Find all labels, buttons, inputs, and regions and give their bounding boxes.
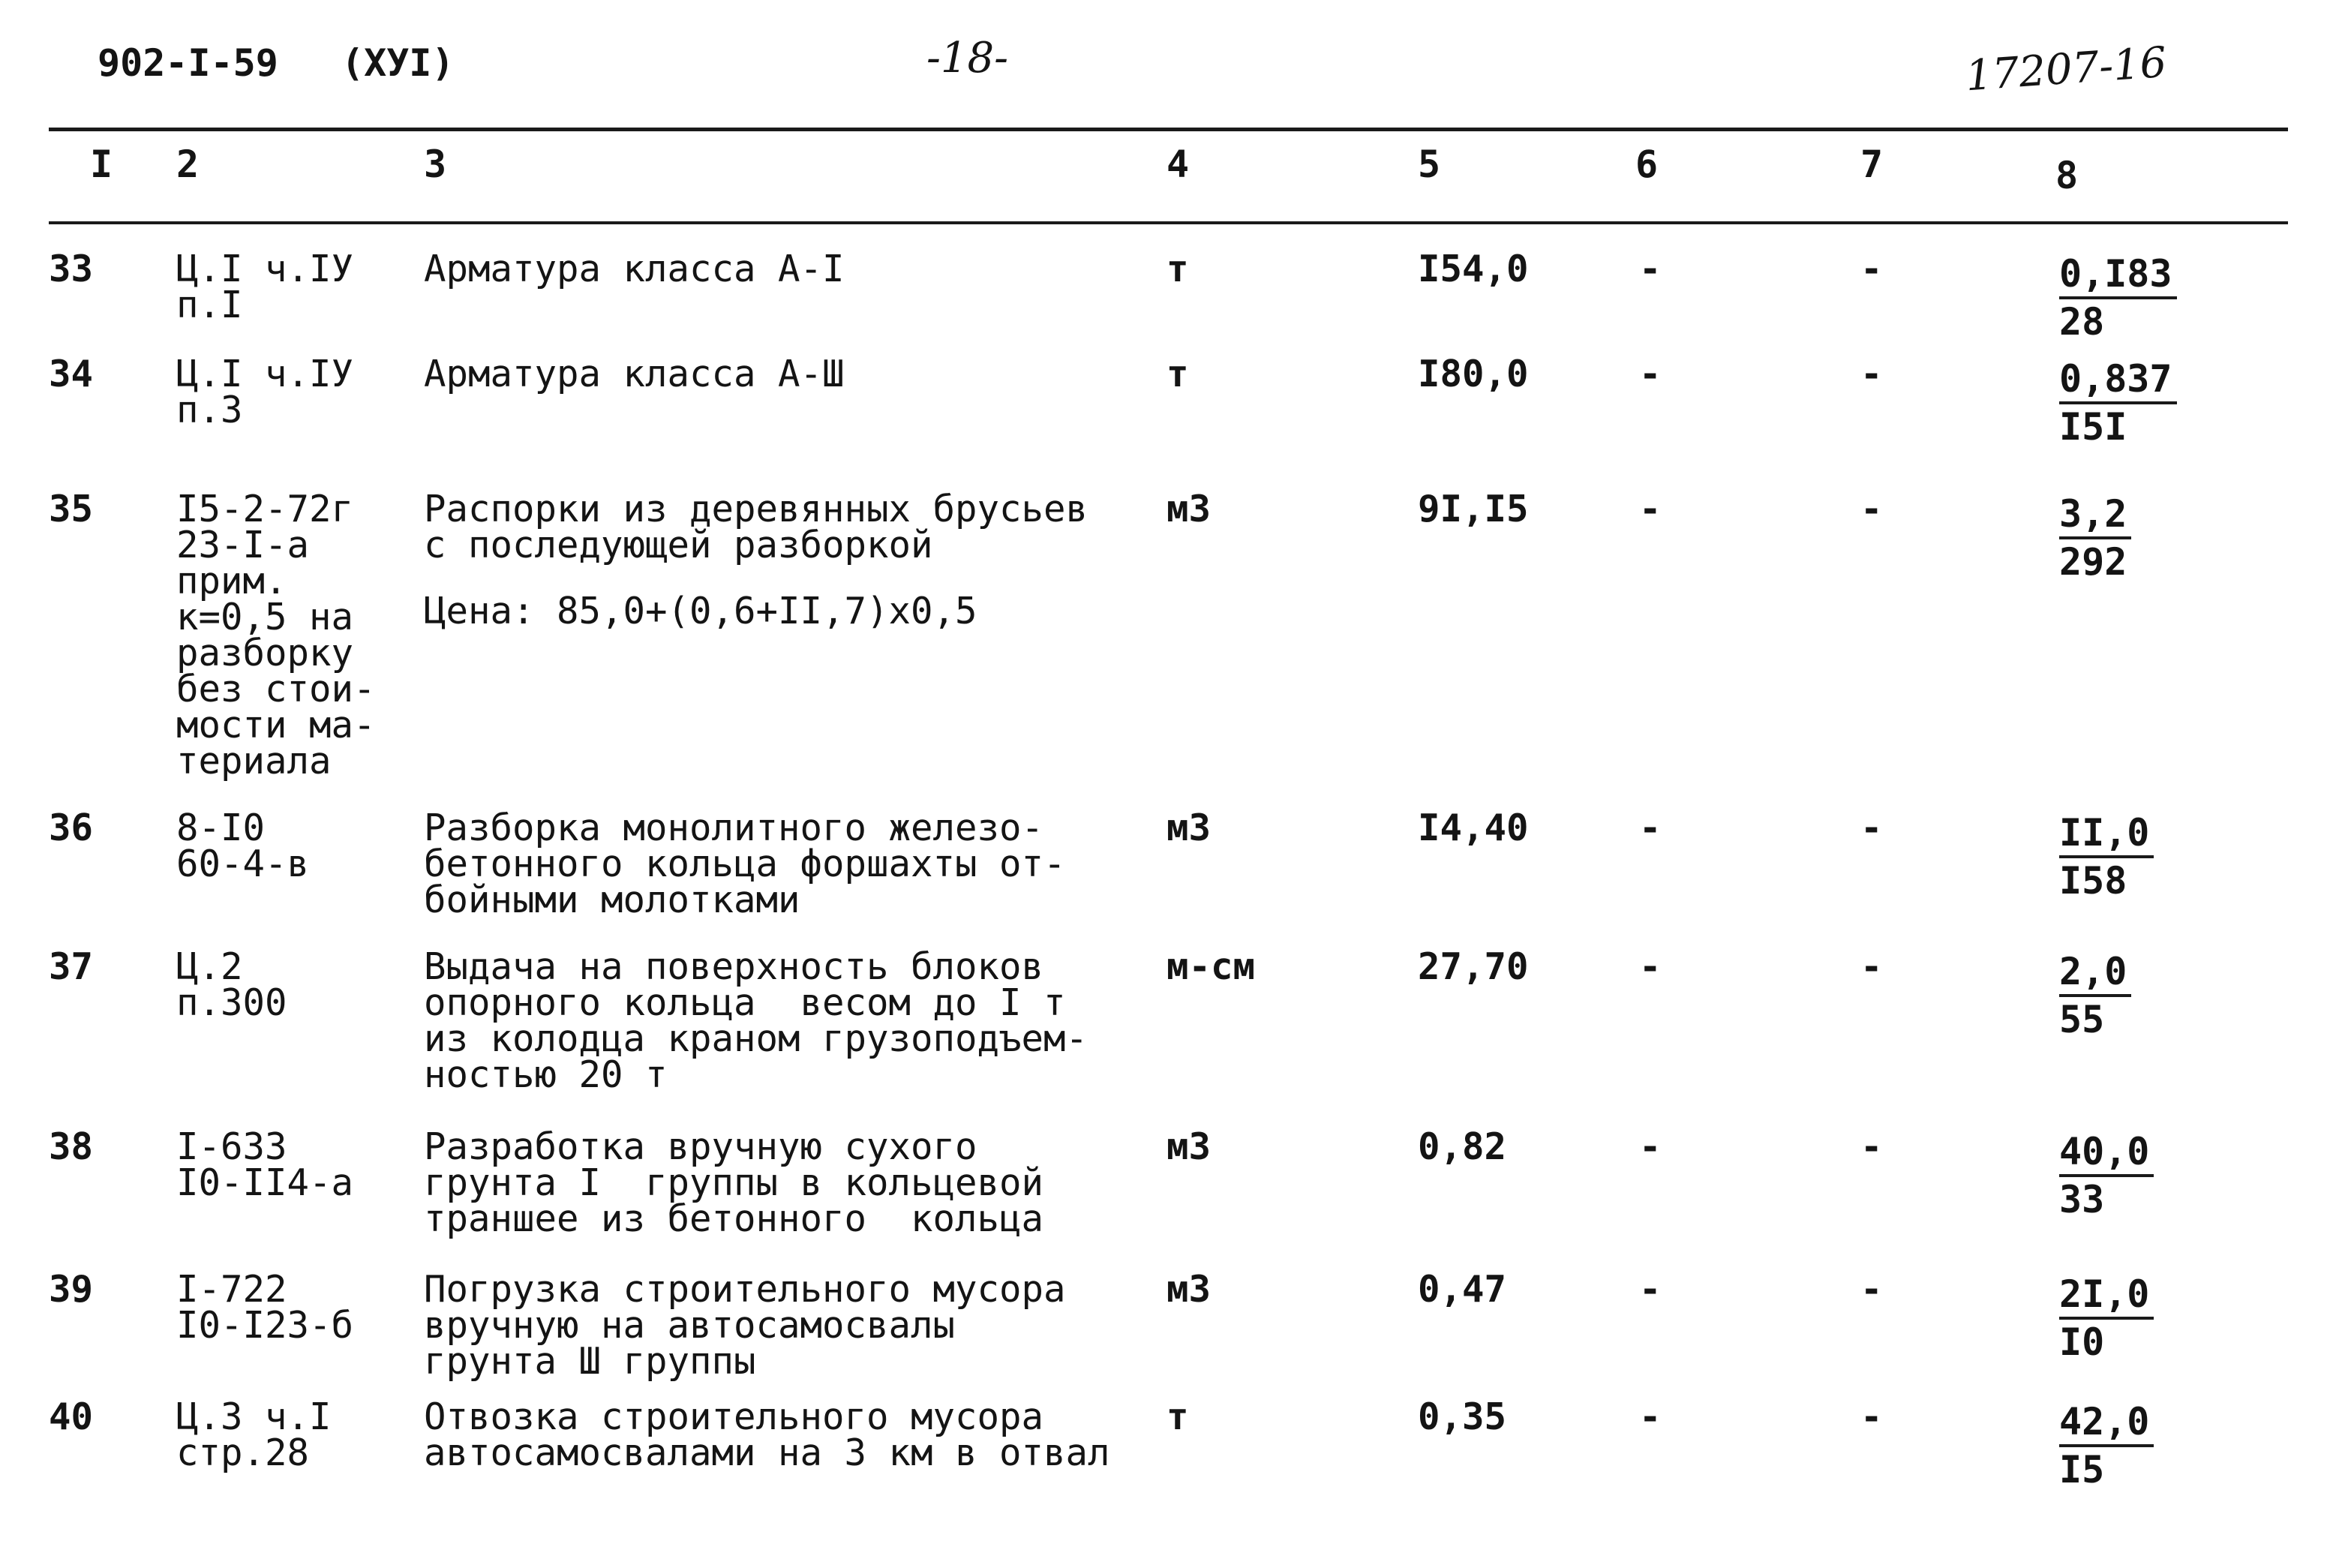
- fraction-numerator: 0,I83: [2059, 251, 2177, 299]
- column-8-fraction: [2059, 1272, 2154, 1365]
- table-header-rule: [49, 221, 2288, 224]
- work-description: Арматура класса А-Ш: [424, 353, 845, 395]
- row-number: 39: [49, 1268, 94, 1311]
- fraction-numerator: 2I,0: [2059, 1272, 2154, 1320]
- column-header-3: 3: [424, 143, 447, 186]
- fraction-numerator: 3,2: [2059, 491, 2131, 539]
- page-number: -18-: [926, 34, 1009, 83]
- column-8-fraction: [2059, 949, 2131, 1042]
- unit: м3: [1166, 807, 1212, 849]
- column-7-dash: -: [1860, 1125, 1883, 1168]
- column-7-dash: -: [1860, 945, 1883, 988]
- fraction-denominator: I0: [2059, 1320, 2105, 1364]
- norm-reference: Ц.I ч.IУ п.I: [176, 248, 354, 326]
- column-7-dash: -: [1860, 248, 1883, 290]
- volume-label: (ХУI): [341, 41, 455, 85]
- fraction-numerator: 40,0: [2059, 1129, 2154, 1177]
- column-6-dash: -: [1639, 353, 1662, 395]
- column-header-5: 5: [1418, 143, 1441, 186]
- work-description: Разработка вручную сухого грунта I группы в кольцевой траншее из бетонного кольца: [424, 1125, 1044, 1240]
- fraction-denominator: I5I: [2059, 405, 2127, 449]
- unit: м3: [1166, 1125, 1212, 1168]
- document-code: 902-I-59: [98, 41, 278, 85]
- column-header-1: I: [90, 143, 113, 186]
- fraction-denominator: 292: [2059, 540, 2127, 584]
- column-8-fraction: [2059, 251, 2177, 344]
- column-7-dash: -: [1860, 1395, 1883, 1438]
- quantity: I4,40: [1418, 807, 1529, 849]
- column-6-dash: -: [1639, 488, 1662, 530]
- unit: м3: [1166, 1268, 1212, 1311]
- work-description: Выдача на поверхность блоков опорного кольца весом до I т из колодца краном грузоподъем- ностью 20 т: [424, 945, 1088, 1096]
- fraction-numerator: II,0: [2059, 810, 2154, 858]
- price-note: Цена: 85,0+(0,6+II,7)х0,5: [424, 590, 977, 632]
- norm-reference: I5-2-72г 23-I-а прим. к=0,5 на разборку без стои- мости ма- териала: [176, 488, 376, 782]
- column-8-fraction: [2059, 1399, 2154, 1492]
- norm-reference: Ц.I ч.IУ п.3: [176, 353, 354, 431]
- row-number: 38: [49, 1125, 94, 1168]
- fraction-denominator: 28: [2059, 300, 2105, 344]
- column-6-dash: -: [1639, 1395, 1662, 1438]
- column-6-dash: -: [1639, 1125, 1662, 1168]
- column-header-7: 7: [1860, 143, 1884, 186]
- column-7-dash: -: [1860, 1268, 1883, 1311]
- unit: м3: [1166, 488, 1212, 530]
- column-6-dash: -: [1639, 807, 1662, 849]
- unit: т: [1166, 353, 1189, 395]
- fraction-denominator: 55: [2059, 998, 2105, 1041]
- column-6-dash: -: [1639, 945, 1662, 988]
- row-number: 37: [49, 945, 94, 988]
- quantity: I54,0: [1418, 248, 1529, 290]
- fraction-denominator: I58: [2059, 859, 2127, 903]
- column-8-fraction: [2059, 810, 2154, 903]
- column-7-dash: -: [1860, 488, 1883, 530]
- row-number: 35: [49, 488, 94, 530]
- norm-reference: Ц.2 п.300: [176, 945, 287, 1024]
- work-description: Разборка монолитного железо- бетонного кольца форшахты от- бойными молотками: [424, 807, 1066, 921]
- table-top-rule: [49, 128, 2288, 131]
- unit: т: [1166, 248, 1189, 290]
- quantity: 0,35: [1418, 1395, 1507, 1438]
- work-description: Арматура класса А-I: [424, 248, 845, 290]
- column-7-dash: -: [1860, 353, 1883, 395]
- norm-reference: I-633 I0-II4-а: [176, 1125, 354, 1204]
- unit: м-см: [1166, 945, 1256, 988]
- column-8-fraction: [2059, 491, 2131, 584]
- row-number: 33: [49, 248, 94, 290]
- norm-reference: I-722 I0-I23-б: [176, 1268, 354, 1347]
- column-6-dash: -: [1639, 1268, 1662, 1311]
- fraction-denominator: 33: [2059, 1178, 2105, 1221]
- norm-reference: 8-I0 60-4-в: [176, 807, 310, 885]
- column-8-fraction: [2059, 356, 2177, 449]
- column-header-6: 6: [1635, 143, 1659, 186]
- column-header-8: 8: [2055, 154, 2079, 197]
- column-header-2: 2: [176, 143, 200, 186]
- column-7-dash: -: [1860, 807, 1883, 849]
- quantity: I80,0: [1418, 353, 1529, 395]
- row-number: 36: [49, 807, 94, 849]
- column-header-4: 4: [1166, 143, 1190, 186]
- fraction-numerator: 42,0: [2059, 1399, 2154, 1447]
- norm-reference: Ц.3 ч.I стр.28: [176, 1395, 332, 1474]
- sheet-mark: 17207-16: [1964, 38, 2169, 101]
- work-description: Распорки из деревянных брусьев с последующей разборкой: [424, 488, 1088, 566]
- row-number: 34: [49, 353, 94, 395]
- fraction-denominator: I5: [2059, 1448, 2105, 1491]
- column-6-dash: -: [1639, 248, 1662, 290]
- quantity: 0,82: [1418, 1125, 1507, 1168]
- row-number: 40: [49, 1395, 94, 1438]
- fraction-numerator: 2,0: [2059, 949, 2131, 997]
- quantity: 0,47: [1418, 1268, 1507, 1311]
- column-8-fraction: [2059, 1129, 2154, 1222]
- quantity: 9I,I5: [1418, 488, 1529, 530]
- work-description: Погрузка строительного мусора вручную на автосамосвалы грунта Ш группы: [424, 1268, 1066, 1383]
- fraction-numerator: 0,837: [2059, 356, 2177, 404]
- unit: т: [1166, 1395, 1189, 1438]
- work-description: Отвозка строительного мусора автосамосвалами на 3 км в отвал: [424, 1395, 1110, 1474]
- quantity: 27,70: [1418, 945, 1529, 988]
